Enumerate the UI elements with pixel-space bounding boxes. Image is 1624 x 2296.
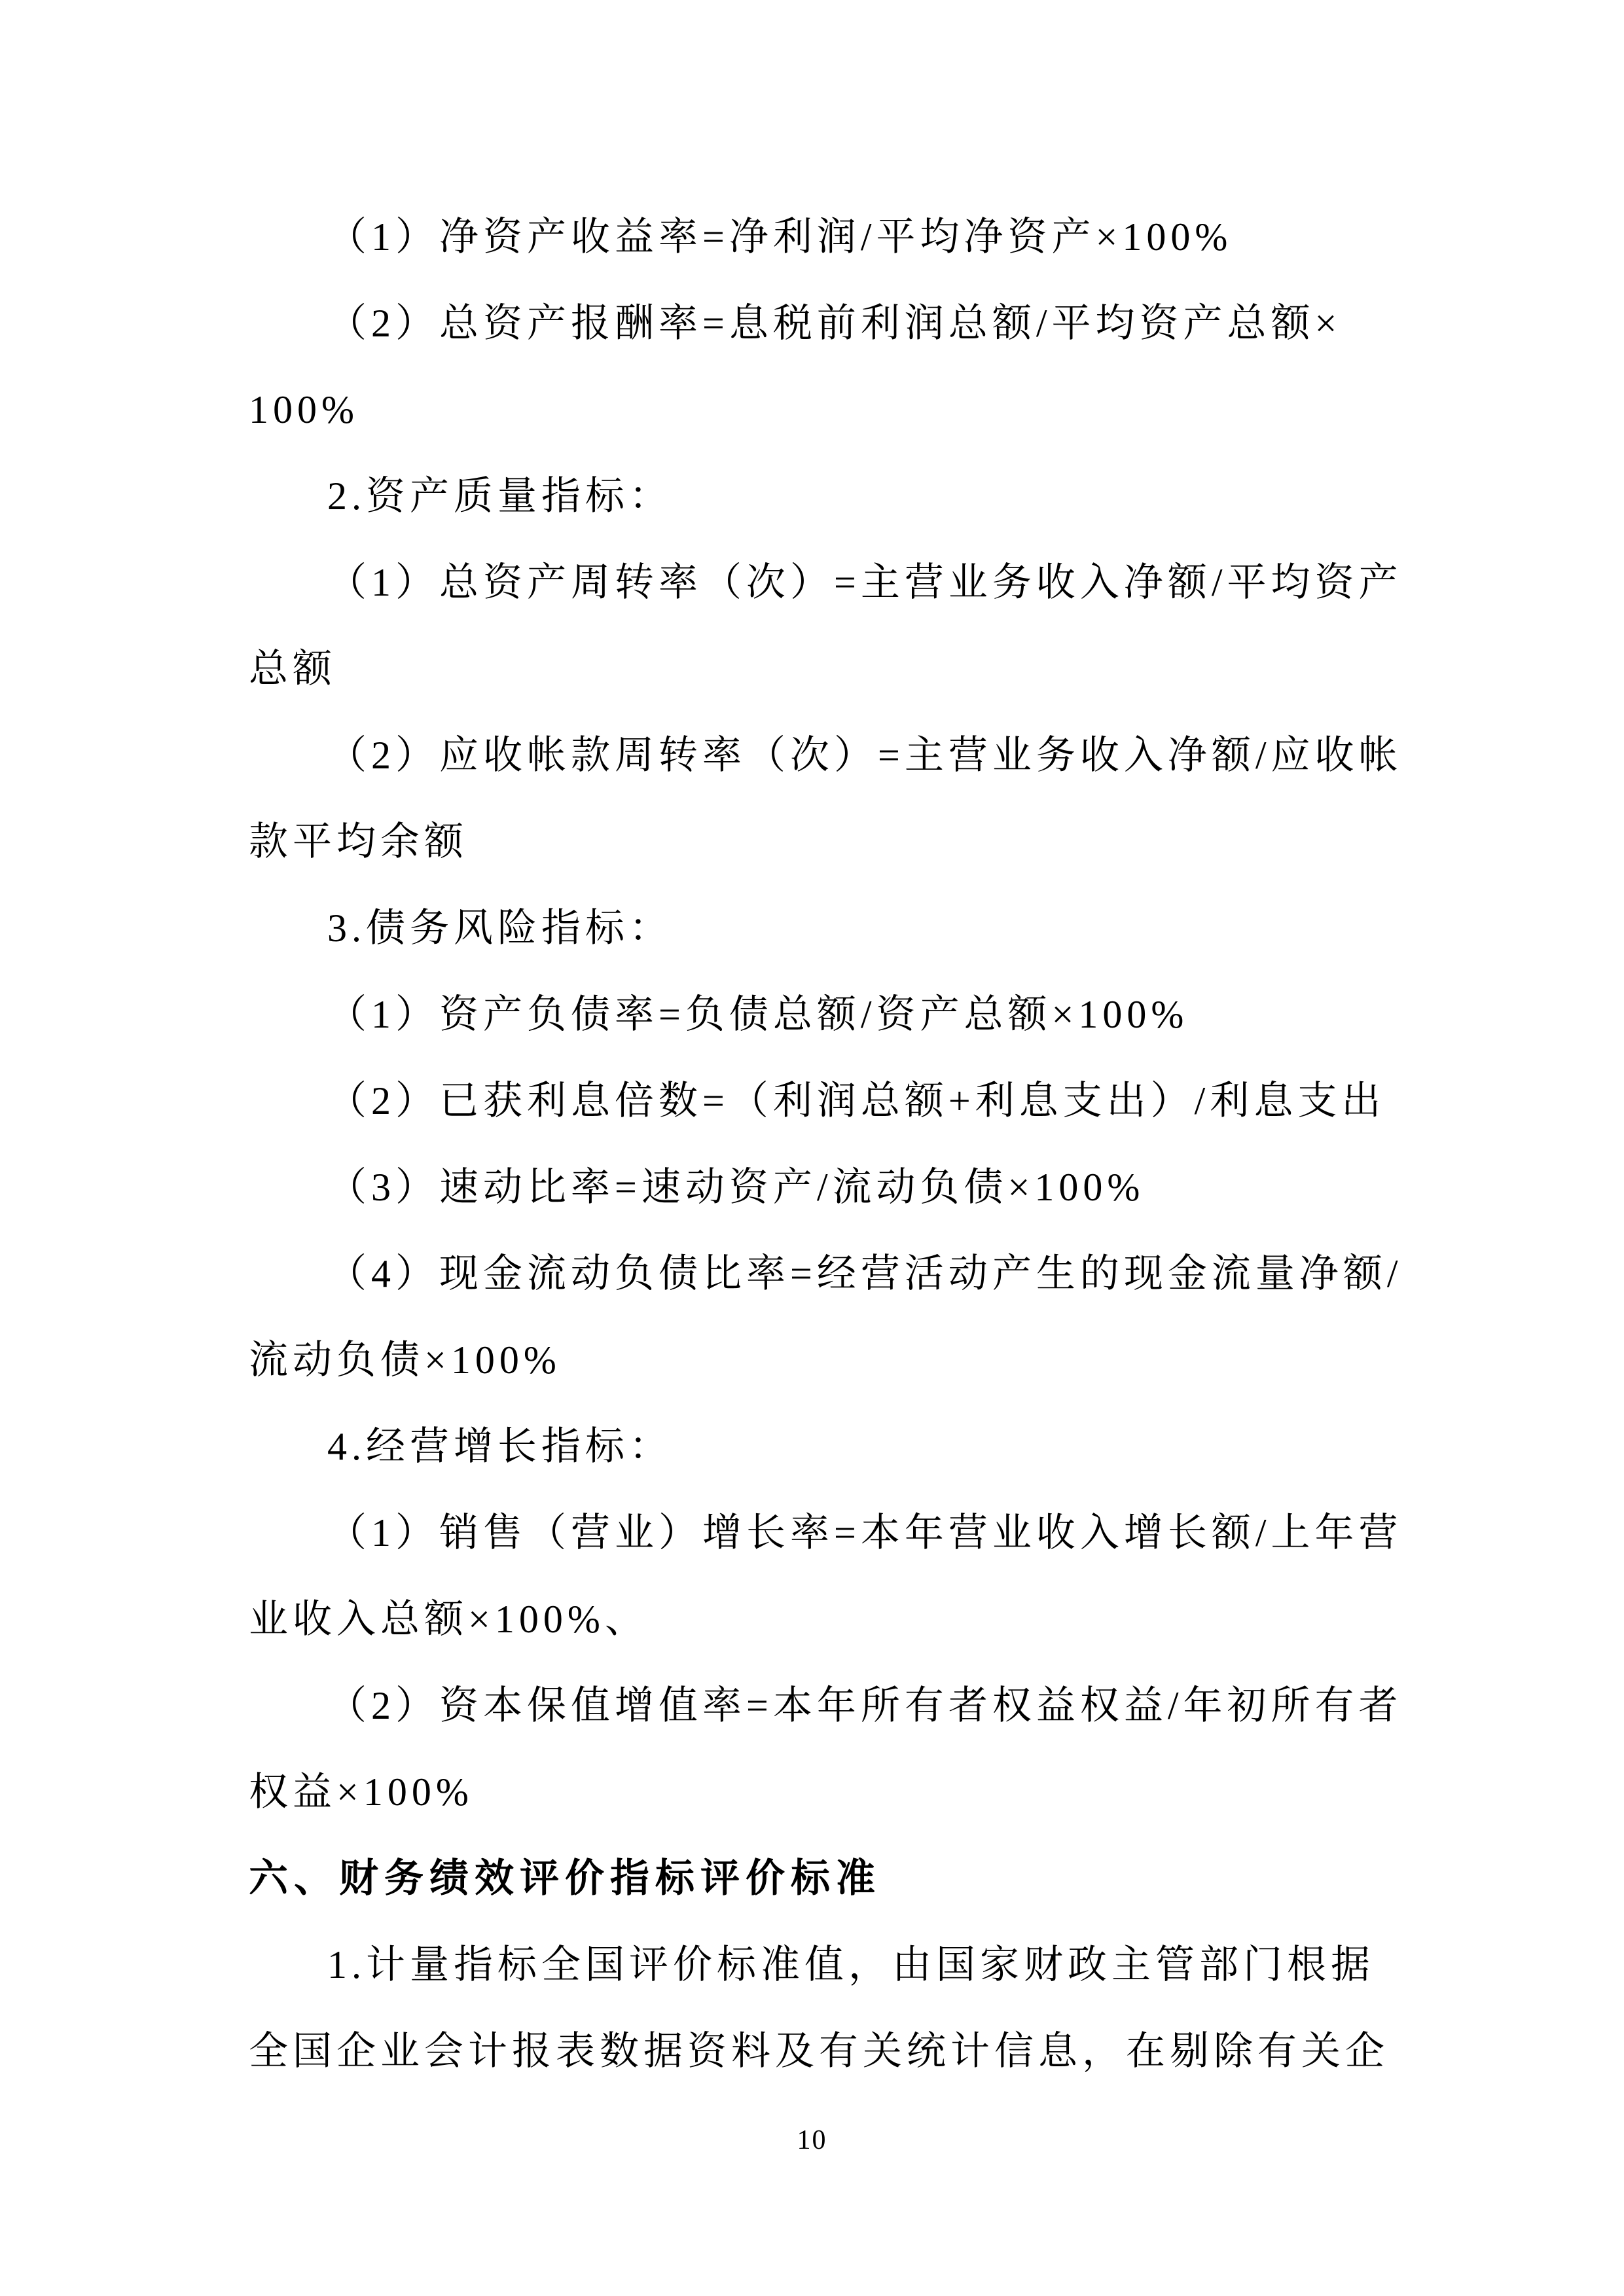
text-line: 100%: [249, 388, 359, 431]
text-line: （2）已获利息倍数=（利润总额+利息支出）/利息支出: [327, 1079, 1386, 1122]
page-number: 10: [797, 2125, 827, 2155]
text-line: （1）销售（营业）增长率=本年营业收入增长额/上年营: [327, 1511, 1403, 1554]
text-line: 款平均余额: [249, 820, 468, 863]
text-line: 业收入总额×100%、: [249, 1598, 649, 1641]
list-item-heading: 4.经营增长指标：: [327, 1425, 673, 1468]
list-item-heading: 3.债务风险指标：: [327, 906, 673, 950]
text-line: 权益×100%: [249, 1770, 473, 1814]
text-line: （2）资本保值增值率=本年所有者权益权益/年初所有者: [327, 1684, 1403, 1727]
text-line: （1）净资产收益率=净利润/平均净资产×100%: [327, 215, 1233, 259]
text-line: 全国企业会计报表数据资料及有关统计信息，在剔除有关企: [249, 2030, 1389, 2073]
text-line: （2）总资产报酬率=息税前利润总额/平均资产总额×: [327, 302, 1342, 345]
text-line: 流动负债×100%: [249, 1338, 561, 1382]
list-item-heading: 2.资产质量指标：: [327, 475, 673, 518]
text-line: （4）现金流动负债比率=经营活动产生的现金流量净额/: [327, 1252, 1403, 1295]
text-line: 1.计量指标全国评价标准值，由国家财政主管部门根据: [327, 1943, 1375, 1986]
document-body: [249, 194, 1427, 2094]
text-line: （1）资产负债率=负债总额/资产总额×100%: [327, 993, 1189, 1036]
text-line: （3）速动比率=速动资产/流动负债×100%: [327, 1166, 1145, 1209]
text-line: 总额: [249, 647, 336, 691]
text-line: （1）总资产周转率（次）=主营业务收入净额/平均资产: [327, 561, 1403, 604]
section-heading: 六、财务绩效评价指标评价标准: [249, 1857, 881, 1900]
text-line: （2）应收帐款周转率（次）=主营业务收入净额/应收帐: [327, 734, 1403, 777]
